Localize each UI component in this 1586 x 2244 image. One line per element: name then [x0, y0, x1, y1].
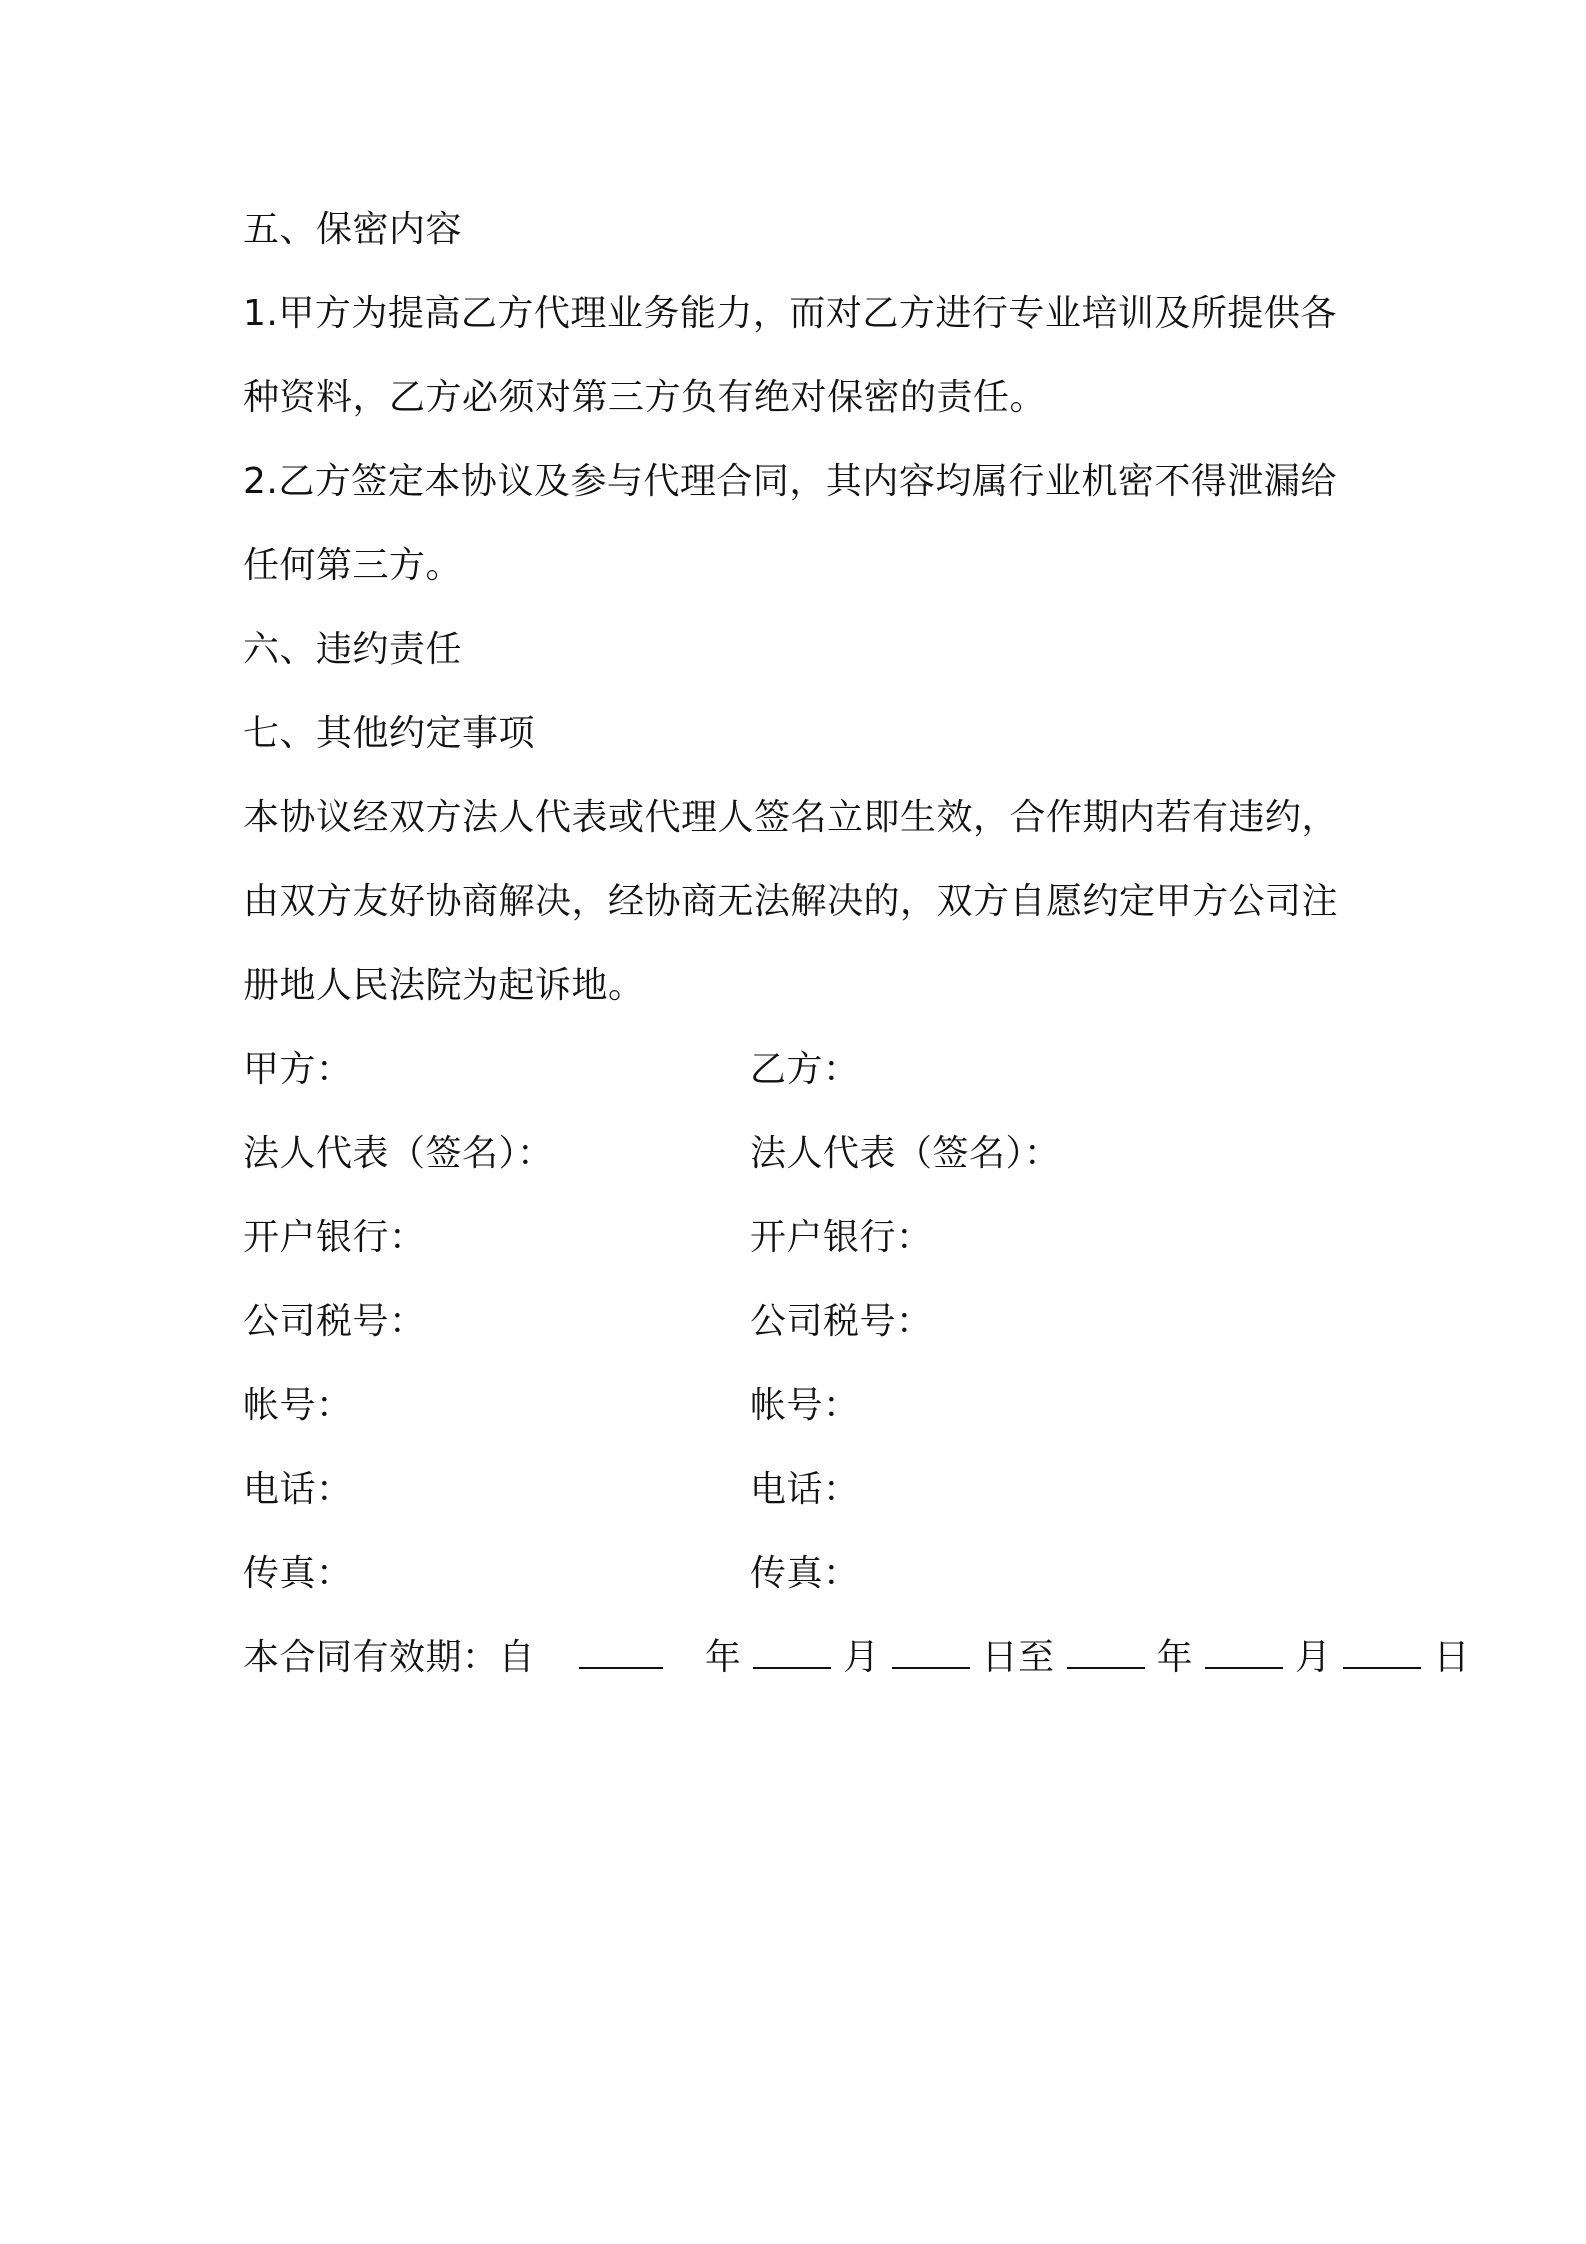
section-five-item2-line2: 任何第三方。 — [243, 545, 463, 586]
section-seven-title: 七、其他约定事项 — [243, 713, 536, 754]
validity-year2-label: 年 — [1156, 1637, 1194, 1678]
party-b-account-label: 帐号： — [750, 1385, 860, 1426]
blank-start-day — [892, 1637, 970, 1669]
section-five-title: 五、保密内容 — [243, 209, 463, 250]
validity-prefix: 本合同有效期：自 — [243, 1637, 536, 1678]
party-a-tax-id-label: 公司税号： — [243, 1301, 426, 1342]
validity-period — [243, 1636, 1470, 1680]
party-a-bank-label: 开户银行： — [243, 1217, 426, 1258]
blank-start-year — [579, 1637, 663, 1669]
validity-day-to-label: 日至 — [981, 1637, 1055, 1678]
blank-end-month — [1205, 1637, 1283, 1669]
validity-month-label: 月 — [843, 1637, 880, 1678]
section-six-title: 六、违约责任 — [243, 629, 463, 670]
party-a-account-label: 帐号： — [243, 1385, 353, 1426]
party-b-bank-label: 开户银行： — [750, 1217, 933, 1258]
blank-end-day — [1343, 1637, 1421, 1669]
blank-end-year — [1067, 1637, 1145, 1669]
party-b-fax-label: 传真： — [750, 1553, 860, 1594]
party-a-phone-label: 电话： — [243, 1469, 353, 1510]
party-a-label: 甲方： — [243, 1049, 353, 1090]
validity-day2-label: 日 — [1433, 1637, 1470, 1678]
validity-month2-label: 月 — [1295, 1637, 1332, 1678]
party-b-label: 乙方： — [750, 1049, 860, 1090]
section-seven-line2: 由双方友好协商解决，经协商无法解决的，双方自愿约定甲方公司注 — [243, 881, 1339, 922]
party-a-fax-label: 传真： — [243, 1553, 353, 1594]
section-seven-line1: 本协议经双方法人代表或代理人签名立即生效，合作期内若有违约， — [243, 797, 1339, 838]
section-five-item1-line2: 种资料，乙方必须对第三方负有绝对保密的责任。 — [243, 377, 1047, 418]
party-b-tax-id-label: 公司税号： — [750, 1301, 933, 1342]
party-b-phone-label: 电话： — [750, 1469, 860, 1510]
blank-start-month — [753, 1637, 831, 1669]
party-a-legal-rep-label: 法人代表（签名）： — [243, 1133, 554, 1174]
validity-year-label: 年 — [704, 1637, 742, 1678]
section-five-item1-line1: 1.甲方为提高乙方代理业务能力，而对乙方进行专业培训及所提供各 — [243, 293, 1337, 334]
party-b-legal-rep-label: 法人代表（签名）： — [750, 1133, 1061, 1174]
section-seven-line3: 册地人民法院为起诉地。 — [243, 965, 645, 1006]
section-five-item2-line1: 2.乙方签定本协议及参与代理合同，其内容均属行业机密不得泄漏给 — [243, 461, 1337, 502]
